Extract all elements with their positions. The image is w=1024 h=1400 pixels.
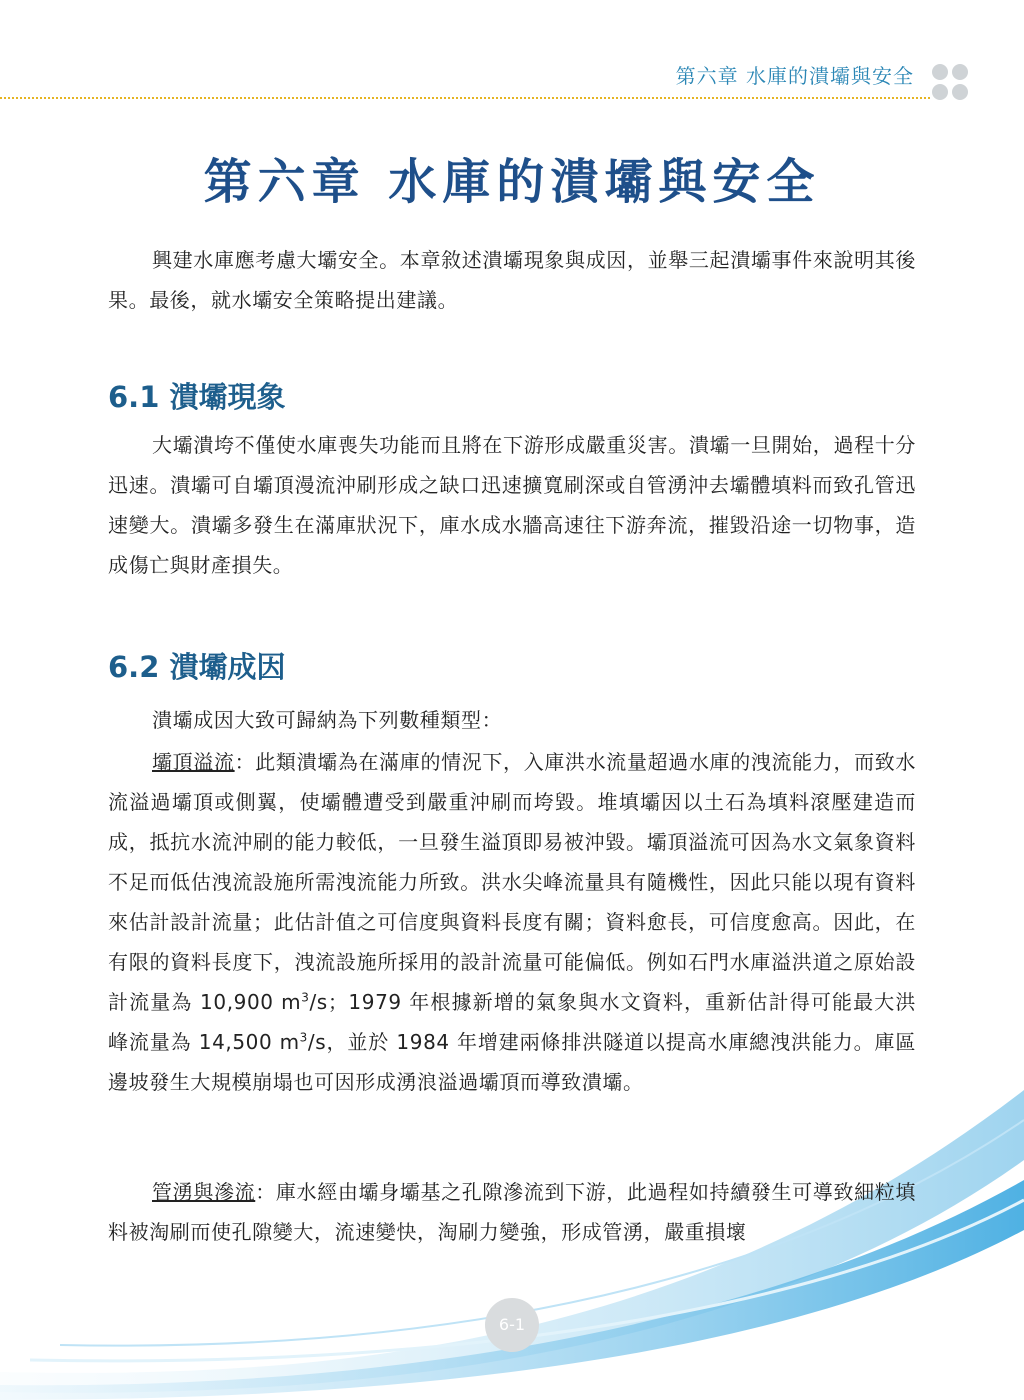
chapter-title: 第六章 水庫的潰壩與安全 (203, 154, 821, 210)
running-header: 第六章 水庫的潰壩與安全 (675, 64, 914, 88)
piping-term: 管湧與滲流 (152, 1180, 256, 1204)
overtopping-term: 壩頂溢流 (152, 750, 235, 774)
piping-paragraph (108, 1172, 916, 1252)
overtopping-text-c: /s，並於 1984 年增建兩條排洪隧道以提高水庫總洩洪能力。庫區邊坡發生大規模崩塌也可因形成湧浪溢過壩頂而導致潰壩。 (108, 1030, 916, 1094)
overtopping-text-a: 此類潰壩為在滿庫的情況下，入庫洪水流量超過水庫的洩流能力，而致水流溢過壩頂或側翼，使壩體遭受到嚴重沖刷而垮毀。堆填壩因以土石為填料滾壓建造而成，抵抗水流沖刷的能力較低，一旦發生溢頂即易被沖毀。壩頂溢流可因為水文氣象資料不足而低估洩流設施所需洩流能力所致。洪水尖峰流量具有隨機性，因此只能以現有資料來估計設計流量；此估計值之可信度與資料長度有關；資料愈長，可信度愈高。因此，在有限的資料長度下，洩流設施所採用的設計流量可能偏低。例如石門水庫溢洪道之原始設計流量為 10,900 m (108, 750, 916, 1014)
section-6-1-body: 大壩潰垮不僅使水庫喪失功能而且將在下游形成嚴重災害。潰壩一旦開始，過程十分迅速。潰壩可自壩頂漫流沖刷形成之缺口迅速擴寬刷深或自管湧沖去壩體填料而致孔管迅速變大。潰壩多發生在滿庫狀況下，庫水成水牆高速往下游奔流，摧毀沿途一切物事，造成傷亡與財產損失。 (108, 433, 916, 577)
overtopping-text-b: /s；1979 年根據新增的氣象與水文資料，重新估計得可能最大洪峰流量為 14,500 m (108, 990, 916, 1054)
intro-paragraph: 興建水庫應考慮大壩安全。本章敘述潰壩現象與成因，並舉三起潰壩事件來說明其後果。最後，就水壩安全策略提出建議。 (108, 248, 916, 312)
overtopping-sep: ： (234, 750, 256, 774)
page-number: 6-1 (485, 1298, 539, 1352)
overtopping-paragraph (108, 742, 916, 1102)
section-heading-6-1: 6.1 潰壩現象 (108, 380, 286, 414)
section-6-2-lead: 潰壩成因大致可歸納為下列數種類型： (152, 708, 503, 732)
piping-text: 庫水經由壩身壩基之孔隙滲流到下游，此過程如持續發生可導致細粒填料被淘刷而使孔隙變大，流速變快，淘刷力變強，形成管湧，嚴重損壞 (108, 1180, 916, 1244)
section-heading-6-2: 6.2 潰壩成因 (108, 650, 286, 684)
superscript-3-a: 3 (301, 990, 310, 1005)
superscript-3-b: 3 (299, 1030, 308, 1045)
header-rule (0, 97, 930, 99)
header-dots-icon (932, 64, 972, 104)
piping-sep: ： (255, 1180, 276, 1204)
